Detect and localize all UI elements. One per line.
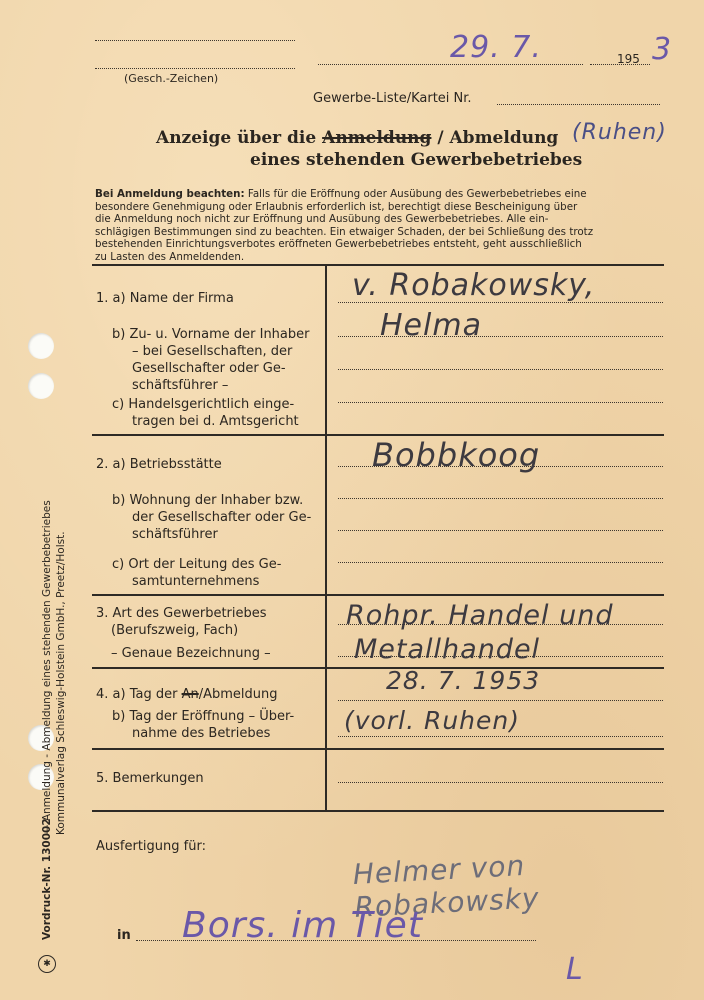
field-2b-label: b) Wohnung der Inhaber bzw. der Gesellschafter oder Ge- schäftsführer xyxy=(112,493,312,542)
value-betriebsstaette: Bobbkoog xyxy=(372,436,541,474)
notice-bold: Bei Anmeldung beachten: xyxy=(95,188,245,200)
imprint-line2: Kommunalverlag Schleswig-Holstein GmbH., Preetz/Holst. xyxy=(55,531,67,835)
notice-line: zu Lasten des Anmeldenden. xyxy=(95,250,245,263)
field-5-label: 5. Bemerkungen xyxy=(96,771,204,786)
field-2c-label: c) Ort der Leitung des Ge- samtunternehmens xyxy=(112,557,282,589)
field-3-label: 3. Art des Gewerbetriebes (Berufszweig, Fach) – Genaue Bezeichnung – xyxy=(96,606,271,661)
notice-block xyxy=(95,188,675,264)
value-tag-eroeffnung: (vorl. Ruhen) xyxy=(344,706,521,735)
notice-line: bestehenden Einrichtungsverbotes eröffneten Gewerbebetriebes entsteht, geht ausschließlich xyxy=(95,238,582,251)
title-part1: Anzeige über die xyxy=(156,128,317,148)
publisher-logo-icon: ✱ xyxy=(38,955,56,973)
field-2a-label: 2. a) Betriebsstätte xyxy=(96,457,222,472)
form-subtitle: eines stehenden Gewerbebetriebes xyxy=(250,150,583,170)
date-handwritten: 29. 7. xyxy=(450,30,542,65)
notice-line: die Anmeldung noch nicht zur Eröffnung und Ausübung des Gewerbebetriebes. Alle ein- xyxy=(95,213,549,226)
in-label: in xyxy=(117,928,131,943)
field-4a-label: 4. a) Tag der An/Abmeldung xyxy=(96,687,278,702)
notice-line: Falls für die Eröffnung oder Ausübung des Gewerbebetriebes eine xyxy=(247,188,587,200)
ausfertigung-label: Ausfertigung für: xyxy=(96,839,206,854)
year-handwritten: 3 xyxy=(652,32,673,67)
gesch-zeichen-line xyxy=(95,40,295,41)
punch-hole xyxy=(28,373,54,399)
vordruck-nr: Vordruck-Nr. 130002 xyxy=(41,818,53,940)
field-1c-label: c) Handelsgerichtlich einge- tragen bei d. Amtsgericht xyxy=(112,397,299,429)
notice-line: schlägigen Bestimmungen sind zu beachten. Ein etwaiger Schaden, der bei Schließung des trotz xyxy=(95,225,594,238)
gesch-zeichen-line xyxy=(95,68,295,69)
signature: Helmer von Robakowsky xyxy=(352,848,541,924)
field-4b-label: b) Tag der Eröffnung – Über- nahme des Betriebes xyxy=(112,709,295,741)
table-border-bottom xyxy=(92,810,664,812)
title-part2: / Abmeldung xyxy=(437,128,559,148)
in-value: Bors. im Tiet xyxy=(182,905,423,946)
value-firma: v. Robakowsky, xyxy=(352,268,596,303)
value-art-line2: Metallhandel xyxy=(354,634,541,665)
year-line xyxy=(590,64,650,65)
field-1a-label: 1. a) Name der Firma xyxy=(96,291,234,306)
initial-mark: L xyxy=(566,952,584,987)
value-art-line1: Rohpr. Handel und xyxy=(346,600,614,631)
value-inhaber: Helma xyxy=(380,308,482,343)
table-divider xyxy=(92,594,664,596)
title-handwritten-note: (Ruhen) xyxy=(572,120,667,145)
table-column-divider xyxy=(325,264,327,810)
table-divider xyxy=(92,667,664,669)
gesch-zeichen-label: (Gesch.-Zeichen) xyxy=(124,72,219,85)
field-1b-label: b) Zu- u. Vorname der Inhaber – bei Gesellschaften, der Gesellschafter oder Ge- schäftsführer – xyxy=(112,327,310,393)
punch-hole xyxy=(28,333,54,359)
date-line xyxy=(318,64,583,65)
gewerbe-liste-line xyxy=(497,104,660,105)
title-struck-word: Anmeldung xyxy=(322,128,432,148)
year-prefix: 195 xyxy=(617,52,640,66)
notice-line: besondere Genehmigung oder Erlaubnis erforderlich ist, berechtigt diese Bescheinigung über xyxy=(95,200,578,213)
value-tag-abmeldung: 28. 7. 1953 xyxy=(386,666,541,695)
gewerbe-liste-label: Gewerbe-Liste/Kartei Nr. xyxy=(313,91,472,106)
table-border-top xyxy=(92,264,664,266)
table-divider xyxy=(92,748,664,750)
form-title xyxy=(156,128,558,148)
imprint-line1: — Anmeldung - Abmeldung eines stehenden Gewerbebetriebes xyxy=(41,500,53,835)
